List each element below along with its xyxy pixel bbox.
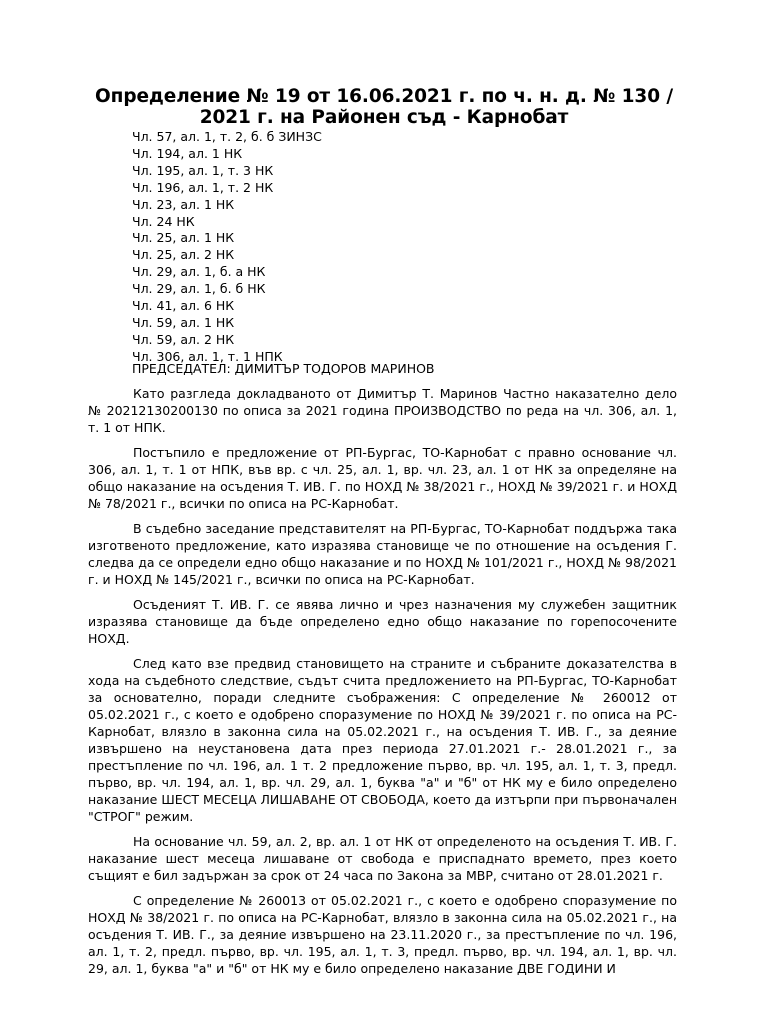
body-paragraph: Постъпило е предложение от РП-Бургас, ТО-Карнобат с правно основание чл. 306, ал. 1, т. 1 от НПК, във вр. с чл. 25, ал. 1, вр. чл. 23, ал. 1 от НК за определяне на общо наказание на осъдения Т. ИВ. Г. по НОХД № 38/2021 г., НОХД № 39/2021 г. и НОХД № 78/2021 г., всички по описа на РС-Карнобат. (88, 445, 677, 511)
legal-reference-item: Чл. 194, ал. 1 НК (132, 145, 243, 161)
legal-references-list (132, 129, 632, 366)
body-paragraph: На основание чл. 59, ал. 2, вр. ал. 1 от НК от определеното на осъдения Т. ИВ. Г. наказание шест месеца лишаване от свобода е приспаднато времето, през което същият е бил задържан за срок от 24 часа по Закона за МВР, считано от 28.01.2021 г. (88, 834, 677, 883)
legal-reference-item: Чл. 25, ал. 1 НК (132, 230, 235, 246)
legal-reference-item: Чл. 41, ал. 6 НК (132, 298, 235, 314)
document-title: Определение № 19 от 16.06.2021 г. по ч. н. д. № 130 / 2021 г. на Районен съд - Карнобат (95, 86, 673, 128)
body-paragraph: След като взе предвид становището на страните и събраните доказателства в хода на съдебното следствие, съдът счита предложението на РП-Бургас, ТО-Карнобат за основателно, поради следните съображения: С определение № 260012 от 05.02.2021 г., с което е одобрено споразумение по НОХД № 39/2021 г. по описа на РС-Карнобат, влязло в законна сила на 05.02.2021 г., на осъдения Т. ИВ. Г., за деяние извършено на неустановена дата през периода 27.01.2021 г.- 28.01.2021 г., за престъпление по чл. 196, ал. 1 т. 2 предложение първо, вр. чл. 195, ал. 1, т. 3, предл. първо, вр. чл. 194, ал. 1, вр. чл. 29, ал. 1, буква "а" и "б" от НК му е било определено наказание ШЕСТ МЕСЕЦА ЛИШАВАНЕ ОТ СВОБОДА, което да изтърпи при първоначален "СТРОГ" режим. (88, 656, 677, 824)
legal-reference-item: Чл. 59, ал. 1 НК (132, 314, 235, 330)
legal-reference-item: Чл. 23, ал. 1 НК (132, 196, 235, 212)
document-body (88, 385, 677, 985)
body-paragraph: С определение № 260013 от 05.02.2021 г., с което е одобрено споразумение по НОХД № 38/2021 г. по описа на РС-Карнобат, влязло в законна сила на 05.02.2021 г., на осъдения Т. ИВ. Г., за деяние извършено на 23.11.2020 г., за престъпление по чл. 196, ал. 1, т. 2, предл. първо, вр. чл. 195, ал. 1, т. 3, предл. първо, вр. чл. 194, ал. 1, вр. чл. 29, ал. 1, буква "а" и "б" от НК му е било определено наказание ДВЕ ГОДИНИ И (88, 893, 677, 976)
legal-reference-item: Чл. 306, ал. 1, т. 1 НПК (132, 348, 283, 364)
chairman-line: ПРЕДСЕДАТЕЛ: ДИМИТЪР ТОДОРОВ МАРИНОВ (132, 361, 435, 376)
legal-reference-item: Чл. 57, ал. 1, т. 2, б. б ЗИНЗС (132, 129, 322, 144)
body-paragraph: В съдебно заседание представителят на РП-Бургас, ТО-Карнобат поддържа така изготвеното предложение, като изразява становище че по отношение на осъдения Г. следва да се определи едно общо наказание и по НОХД № 101/2021 г., НОХД № 98/2021 г. и НОХД № 145/2021 г., всички по описа на РС-Карнобат. (88, 521, 677, 587)
legal-reference-item: Чл. 195, ал. 1, т. 3 НК (132, 162, 274, 178)
legal-reference-item: Чл. 59, ал. 2 НК (132, 331, 235, 347)
legal-reference-item: Чл. 29, ал. 1, б. а НК (132, 264, 266, 280)
legal-reference-item: Чл. 25, ал. 2 НК (132, 247, 235, 263)
legal-reference-item: Чл. 196, ал. 1, т. 2 НК (132, 179, 274, 195)
body-paragraph: Като разгледа докладваното от Димитър Т. Маринов Частно наказателно дело № 20212130200130 по описа за 2021 година ПРОИЗВОДСТВО по реда на чл. 306, ал. 1, т. 1 от НПК. (88, 386, 677, 435)
legal-reference-item: Чл. 24 НК (132, 213, 195, 229)
legal-reference-item: Чл. 29, ал. 1, б. б НК (132, 281, 266, 297)
body-paragraph: Осъденият Т. ИВ. Г. се явява лично и чрез назначения му служебен защитник изразява становище да бъде определено едно общо наказание по горепосочените НОХД. (88, 597, 677, 646)
